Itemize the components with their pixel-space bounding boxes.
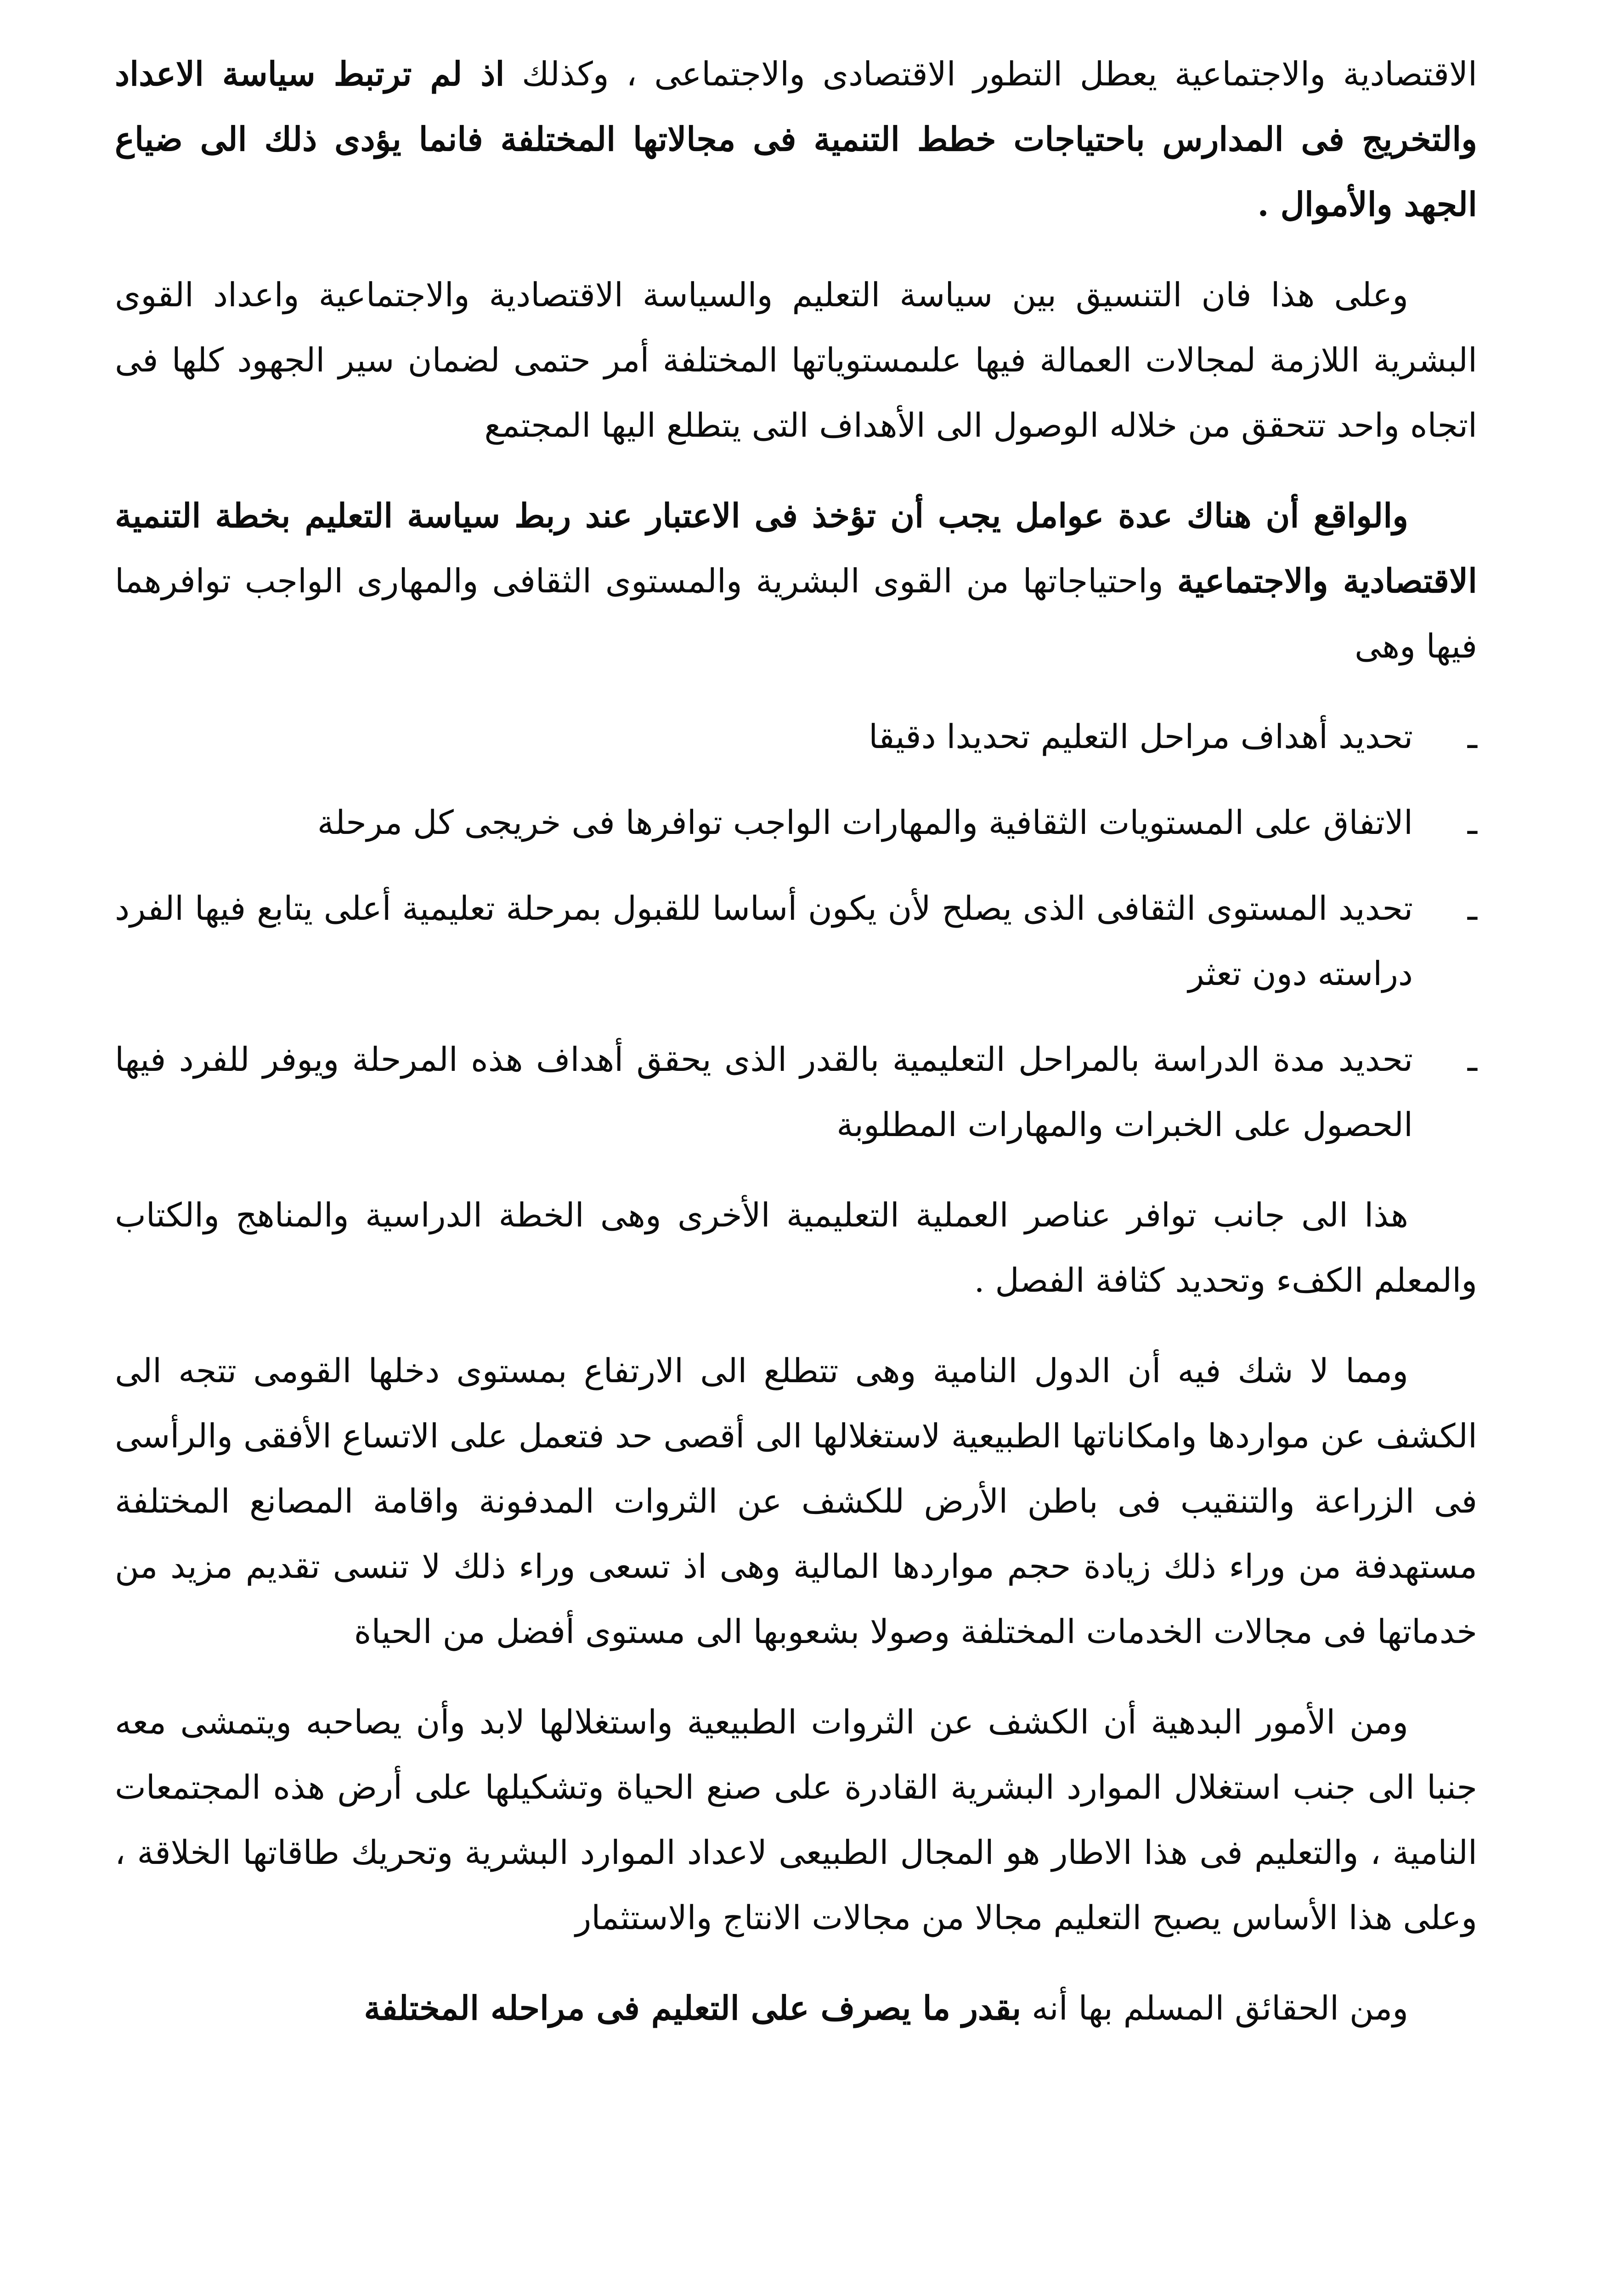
paragraph-7-text: ومن الحقائق المسلم بها أنه [1032, 1989, 1408, 2027]
paragraph-6: ومن الأمور البدهية أن الكشف عن الثروات الطبيعية واستغلالها لابد وأن يصاحبه ويتمشى معه جنبا الى جنب استغلال الموارد البشرية القادرة على صنع الحياة وتشكيلها على أرض هذه المجتمعات النامية ، والتعليم فى هذا الاطار هو المجال الطبيعى لاعداد الموارد البشرية وتحريك طاقاتها الخلاقة ، وعلى هذا الأساس يصبح التعليم مجالا من مجالات الانتاج والاستثمار [115, 1703, 1478, 1937]
list-item-text: تحديد مدة الدراسة بالمراحل التعليمية بالقدر الذى يحقق أهداف هذه المرحلة ويوفر للفرد فيها الحصول على الخبرات والمهارات المطلوبة [115, 1040, 1413, 1144]
paragraph-3-bold-text: والواقع أن هناك عدة عوامل يجب أن تؤخذ فى الاعتبار عند ربط سياسة التعليم بخطة التنمية الاقتصادية والاجتماعية [115, 496, 1478, 600]
factors-list [115, 704, 1477, 1157]
paragraph-2: وعلى هذا فان التنسيق بين سياسة التعليم والسياسة الاقتصادية والاجتماعية واعداد القوى البشرية اللازمة لمجالات العمالة فيها علىمستوياتها المختلفة أمر حتمى لضمان سير الجهود كلها فى اتجاه واحد تتحقق من خلاله الوصول الى الأهداف التى يتطلع اليها المجتمع [115, 276, 1477, 445]
paragraph-1-bold-text: اذ لم ترتبط سياسة الاعداد والتخريج فى المدارس باحتياجات خطط التنمية فى مجالاتها المختلفة فانما يؤدى ذلك الى ضياع الجهد والأموال . [115, 54, 1477, 224]
paragraph-3-text: واحتياجاتها من القوى البشرية والمستوى الثقافى والمهارى الواجب توافرهما فيها وهى [115, 562, 1477, 665]
paragraph-1 [115, 41, 1477, 237]
paragraph-7 [115, 1975, 1477, 2041]
list-item [115, 704, 1477, 769]
list-item-text: تحديد المستوى الثقافى الذى يصلح لأن يكون أساسا للقبول بمرحلة تعليمية أعلى يتابع فيها الفرد دراسته دون تعثر [115, 889, 1413, 993]
paragraph-4: هذا الى جانب توافر عناصر العملية التعليمية الأخرى وهى الخطة الدراسية والمناهج والكتاب والمعلم الكفء وتحديد كثافة الفصل . [115, 1196, 1477, 1300]
dash-bullet-icon: ـ [1467, 1040, 1477, 1079]
list-item-text: تحديد أهداف مراحل التعليم تحديدا دقيقا [869, 717, 1413, 756]
list-item [115, 1027, 1477, 1157]
list-item [115, 876, 1477, 1006]
list-item [115, 790, 1477, 855]
dash-bullet-icon: ـ [1467, 717, 1477, 756]
paragraph-5: ومما لا شك فيه أن الدول النامية وهى تتطلع الى الارتفاع بمستوى دخلها القومى تتجه الى الكشف عن مواردها وامكاناتها الطبيعية لاستغلالها الى أقصى حد فتعمل على الاتساع الأفقى والرأسى فى الزراعة والتنقيب فى باطن الأرض للكشف عن الثروات المدفونة واقامة المصانع المختلفة مستهدفة من وراء ذلك زيادة حجم مواردها المالية وهى اذ تسعى وراء ذلك لا تنسى تقديم مزيد من خدماتها فى مجالات الخدمات المختلفة وصولا بشعوبها الى مستوى أفضل من الحياة [115, 1351, 1477, 1651]
paragraph-1-text: الاقتصادية والاجتماعية يعطل التطور الاقتصادى والاجتماعى ، وكذلك [522, 55, 1478, 93]
list-item-text: الاتفاق على المستويات الثقافية والمهارات الواجب توافرها فى خريجى كل مرحلة [317, 803, 1413, 842]
dash-bullet-icon: ـ [1467, 803, 1477, 842]
dash-bullet-icon: ـ [1467, 889, 1477, 928]
paragraph-7-bold-text: بقدر ما يصرف على التعليم فى مراحله المختلفة [364, 1988, 1022, 2027]
paragraph-3 [115, 483, 1477, 679]
